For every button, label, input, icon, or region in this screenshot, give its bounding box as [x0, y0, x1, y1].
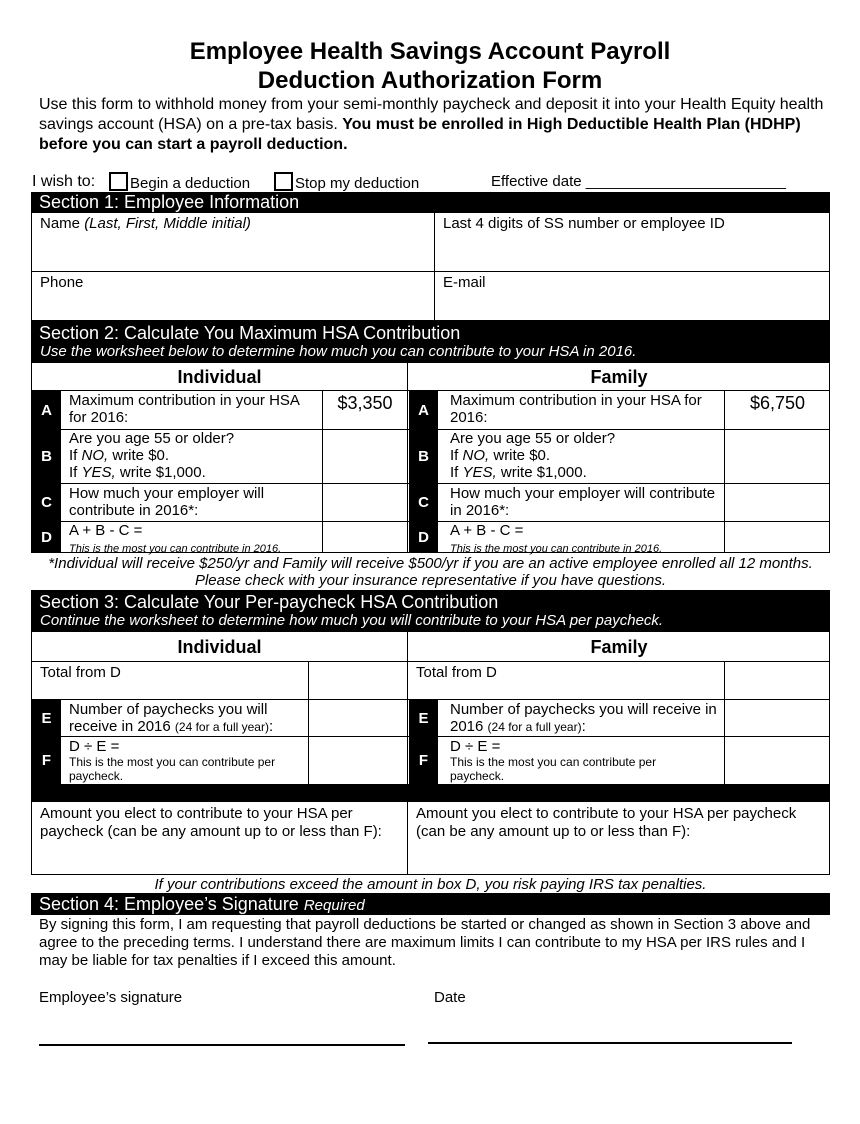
- section4-heading: Section 4: Employee’s Signature: [39, 894, 304, 914]
- begin-deduction-option[interactable]: [109, 172, 250, 192]
- date-label: Date: [434, 989, 466, 1006]
- family-f-answer[interactable]: [725, 737, 830, 784]
- family-e-text: [450, 701, 722, 736]
- section2-worksheet: [31, 362, 830, 553]
- family-b-if-yes: If: [450, 464, 463, 481]
- family-row-f-letter: F: [409, 736, 438, 784]
- individual-a-text: Maximum contribution in your HSA for 2016:: [69, 392, 300, 426]
- e-individual-hint: (24 for a full year): [174, 720, 269, 734]
- email-field[interactable]: E-mail: [443, 274, 486, 291]
- b-yes: YES,: [81, 464, 116, 481]
- section3-separator: [32, 784, 830, 802]
- family-c-text: How much your employer will contribute in 2016*:: [450, 485, 716, 519]
- e-individual-colon: :: [268, 718, 274, 735]
- individual-a-amount: $3,350: [337, 393, 393, 413]
- row-b-letter: B: [32, 429, 61, 484]
- section3-worksheet: [31, 631, 830, 875]
- section1-header: [31, 192, 830, 213]
- e-individual-text: Number of paychecks you will receive in 2016: [69, 701, 268, 735]
- section4-required: Required: [303, 897, 365, 914]
- family-row-b-letter: B: [409, 429, 438, 484]
- ssn-field[interactable]: Last 4 digits of SS number or employee ID: [443, 215, 725, 232]
- family-row-a-letter: A: [409, 390, 438, 430]
- individual-elect-field[interactable]: Amount you elect to contribute to your HSA per paycheck (can be any amount up to or less than F):: [40, 805, 382, 840]
- intro-bold: You must be enrolled in High Deductible Health Plan (HDHP) before you can start a payroll deduction.: [39, 116, 801, 153]
- family-d-note: This is the most you can contribute in 2016.: [450, 543, 663, 555]
- f-note: This is the most you can contribute per paycheck.: [69, 755, 276, 783]
- signature-label: Employee’s signature: [39, 989, 183, 1006]
- b-if-yes: If: [69, 464, 82, 481]
- individual-d-answer[interactable]: [323, 522, 407, 553]
- family-a-amount: $6,750: [749, 393, 806, 413]
- family-d-formula: A + B - C =: [450, 522, 524, 539]
- family-b-question: Are you age 55 or older?: [450, 430, 616, 447]
- family-f-text: [450, 738, 705, 783]
- stop-deduction-option[interactable]: [274, 172, 419, 192]
- family-total-answer[interactable]: [725, 662, 830, 699]
- wish-label: I wish to:: [32, 173, 96, 190]
- name-label: Name: [40, 215, 85, 232]
- family-row-e-letter: E: [409, 699, 438, 737]
- f-formula: D ÷ E =: [69, 738, 120, 755]
- section2-col-individual: Individual: [177, 367, 262, 387]
- section2-header: [31, 321, 830, 362]
- family-b-yes: YES,: [462, 464, 497, 481]
- name-hint: (Last, First, Middle initial): [84, 215, 251, 232]
- individual-e-answer[interactable]: [309, 700, 407, 736]
- row-d-letter: D: [32, 521, 61, 553]
- date-line[interactable]: [428, 1042, 792, 1044]
- section3-col-family: Family: [590, 637, 648, 657]
- section3-subheading: Continue the worksheet to determine how much you will contribute to your HSA per paycheck.: [40, 612, 664, 629]
- e-family-hint: (24 for a full year): [487, 720, 582, 734]
- individual-d-text: [69, 522, 329, 558]
- individual-c-text: How much your employer will contribute in 2016*:: [69, 485, 265, 519]
- section3-heading: Section 3: Calculate Your Per-paycheck HSA Contribution: [39, 592, 499, 612]
- d-formula: A + B - C =: [69, 522, 143, 539]
- family-total-label: Total from D: [416, 664, 497, 681]
- family-elect-field[interactable]: Amount you elect to contribute to your HSA per paycheck (can be any amount up to or less than F):: [416, 805, 797, 840]
- individual-e-text: [69, 701, 307, 736]
- stop-deduction-checkbox[interactable]: [274, 172, 293, 191]
- d-note: This is the most you can contribute in 2016.: [69, 543, 282, 555]
- phone-field[interactable]: Phone: [40, 274, 84, 291]
- family-b-answer[interactable]: [725, 430, 830, 483]
- section2-subheading: Use the worksheet below to determine how much you can contribute to your HSA in 2016.: [40, 343, 637, 360]
- b-question: Are you age 55 or older?: [69, 430, 235, 447]
- section1-heading: Section 1: Employee Information: [39, 192, 300, 212]
- signature-line[interactable]: [39, 1044, 405, 1046]
- family-b-no: NO,: [462, 447, 490, 464]
- section1-grid: [31, 212, 830, 321]
- name-field[interactable]: [32, 213, 432, 271]
- family-d-text: [450, 522, 720, 558]
- begin-deduction-checkbox[interactable]: [109, 172, 128, 191]
- individual-f-text: [69, 738, 307, 783]
- form-title-line1: Employee Health Savings Account Payroll: [189, 38, 671, 65]
- b-yes-rest: write $1,000.: [115, 464, 206, 481]
- family-e-answer[interactable]: [725, 700, 830, 736]
- stop-deduction-label: Stop my deduction: [295, 175, 420, 192]
- family-row-d-letter: D: [409, 521, 438, 553]
- individual-total-label: Total from D: [40, 664, 121, 681]
- row-f-letter: F: [32, 736, 61, 784]
- e-family-text: Number of paychecks you will receive in 2016: [450, 701, 717, 735]
- row-e-letter: E: [32, 699, 61, 737]
- row-c-letter: C: [32, 483, 61, 522]
- family-b-text: [450, 430, 720, 481]
- family-b-no-rest: write $0.: [489, 447, 551, 464]
- section2-footnote: *Individual will receive $250/yr and Family will receive $500/yr if you are an active employee enrolled all 12 months. Please check with your insurance representative if you have questions.: [48, 555, 813, 589]
- individual-b-answer[interactable]: [323, 430, 407, 483]
- b-no: NO,: [81, 447, 109, 464]
- effective-date-field[interactable]: Effective date ________________________: [491, 173, 786, 190]
- section3-header: [31, 590, 830, 631]
- section4-header: [31, 893, 830, 915]
- intro-text: [39, 95, 829, 155]
- intro-plain: Use this form to withhold money from your semi-monthly paycheck and deposit it into your Health Equity health savings account (HSA) on a pre-tax basis.: [39, 96, 824, 133]
- wish-row: [32, 172, 832, 192]
- b-if-no: If: [69, 447, 82, 464]
- family-f-note: This is the most you can contribute per paycheck.: [450, 755, 657, 783]
- family-row-c-letter: C: [409, 483, 438, 522]
- family-b-if-no: If: [450, 447, 463, 464]
- family-b-yes-rest: write $1,000.: [496, 464, 587, 481]
- individual-b-text: [69, 430, 319, 481]
- section3-warning: If your contributions exceed the amount in box D, you risk paying IRS tax penalties.: [154, 876, 707, 893]
- section2-col-family: Family: [590, 367, 648, 387]
- individual-f-answer[interactable]: [309, 737, 407, 784]
- family-f-formula: D ÷ E =: [450, 738, 501, 755]
- individual-c-answer[interactable]: [323, 484, 407, 521]
- individual-total-answer[interactable]: [309, 662, 407, 699]
- section2-heading: Section 2: Calculate You Maximum HSA Contribution: [39, 323, 461, 343]
- e-family-colon: :: [581, 718, 586, 735]
- family-c-answer[interactable]: [725, 484, 830, 521]
- section3-col-individual: Individual: [177, 637, 262, 657]
- b-no-rest: write $0.: [108, 447, 170, 464]
- section4-text: By signing this form, I am requesting that payroll deductions be started or changed as shown in Section 3 above and agree to the preceding terms. I understand there are maximum limits I can contribute to my HSA per IRS rules and I may be liable for tax penalties if I exceed this amount.: [39, 916, 811, 969]
- family-d-answer[interactable]: [725, 522, 830, 553]
- family-a-text: Maximum contribution in your HSA for 2016:: [450, 392, 702, 426]
- begin-deduction-label: Begin a deduction: [130, 175, 251, 192]
- form-title-line2: Deduction Authorization Form: [257, 67, 603, 94]
- row-a-letter: A: [32, 390, 61, 430]
